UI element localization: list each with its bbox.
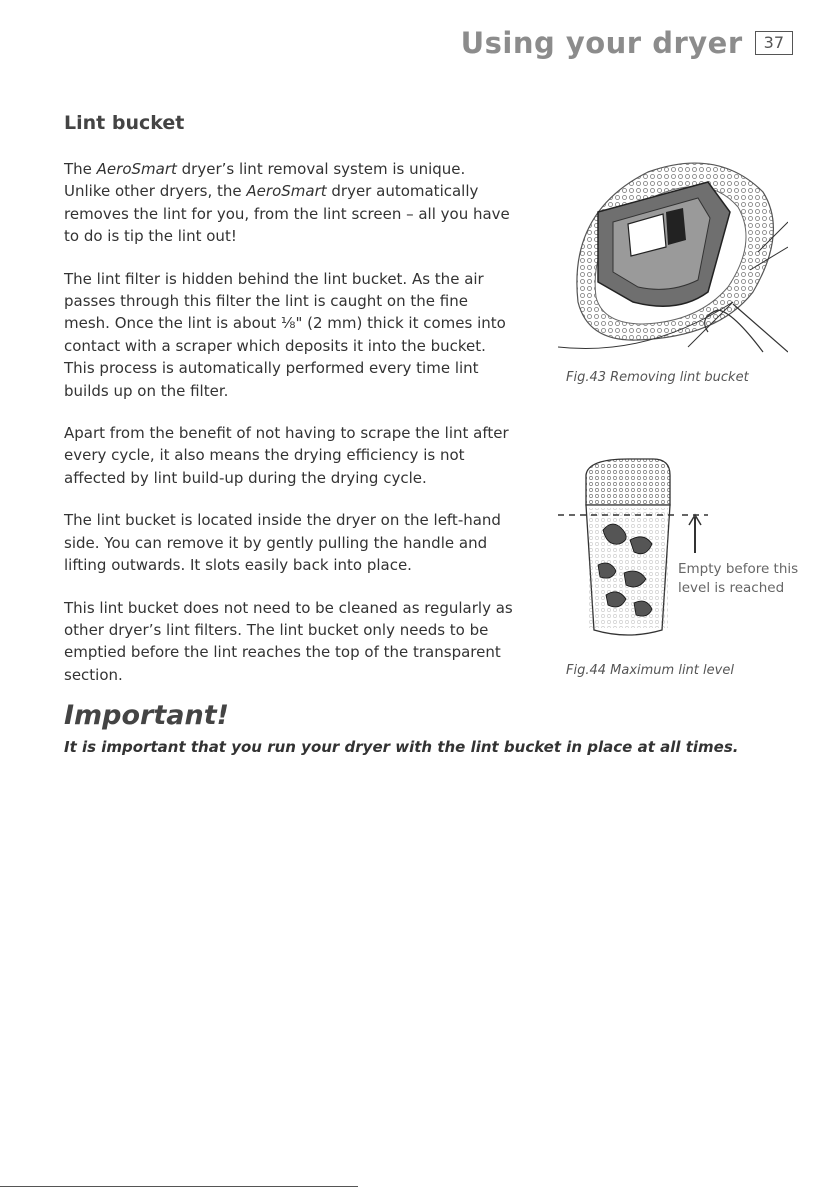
body-text [64,158,514,706]
figure-43-caption: Fig.43 Removing lint bucket [566,370,749,385]
brand-name: AeroSmart [96,160,177,178]
paragraph-4: The lint bucket is located inside the dryer on the left-hand side. You can remove it by gently pulling the handle and lifting outwards. It slots easily back into place. [64,511,501,575]
p1-suffix: dryer automatically removes the lint for you, from the lint screen – all you have to do is tip the lint out! [64,182,510,246]
section-title: Using your dryer [460,26,743,60]
level-note-line2: level is reached [678,580,785,596]
figure-removing-lint-bucket [558,152,788,364]
brand-name: AeroSmart [246,182,327,201]
lint-bucket-level-illustration [558,445,808,655]
page-number: 37 [755,31,793,55]
level-note-line1: Empty before this [678,561,799,577]
subheading: Lint bucket [64,112,185,134]
p1-prefix: The [64,160,97,178]
level-note [678,560,798,598]
lint-bucket-removal-illustration [558,152,788,364]
paragraph-1 [64,158,514,248]
figure-44-caption: Fig.44 Maximum lint level [566,663,734,678]
important-text: It is important that you run your dryer with the lint bucket in place at all times. [64,738,739,756]
footer-rule [0,1186,358,1187]
page-header [461,26,793,60]
paragraph-2: The lint filter is hidden behind the lint bucket. As the air passes through this filter the lint is caught on the fine mesh. Once the lint is about ⅛" (2 mm) thick it comes into contact with a scraper which deposits it into the bucket. This process is automatically performed every time lint builds up on the filter. [64,269,506,400]
figure-maximum-lint-level [558,445,808,655]
p1-mid: dryer’s lint removal system is unique. Unlike other dryers, the [64,160,466,201]
important-heading: Important! [64,700,229,731]
paragraph-3: Apart from the benefit of not having to scrape the lint after every cycle, it also means the drying efficiency is not affected by lint build-up during the drying cycle. [64,424,509,487]
paragraph-5: This lint bucket does not need to be cleaned as regularly as other dryer’s lint filters. The lint bucket only needs to be emptied before the lint reaches the top of the transparent section. [64,598,513,684]
